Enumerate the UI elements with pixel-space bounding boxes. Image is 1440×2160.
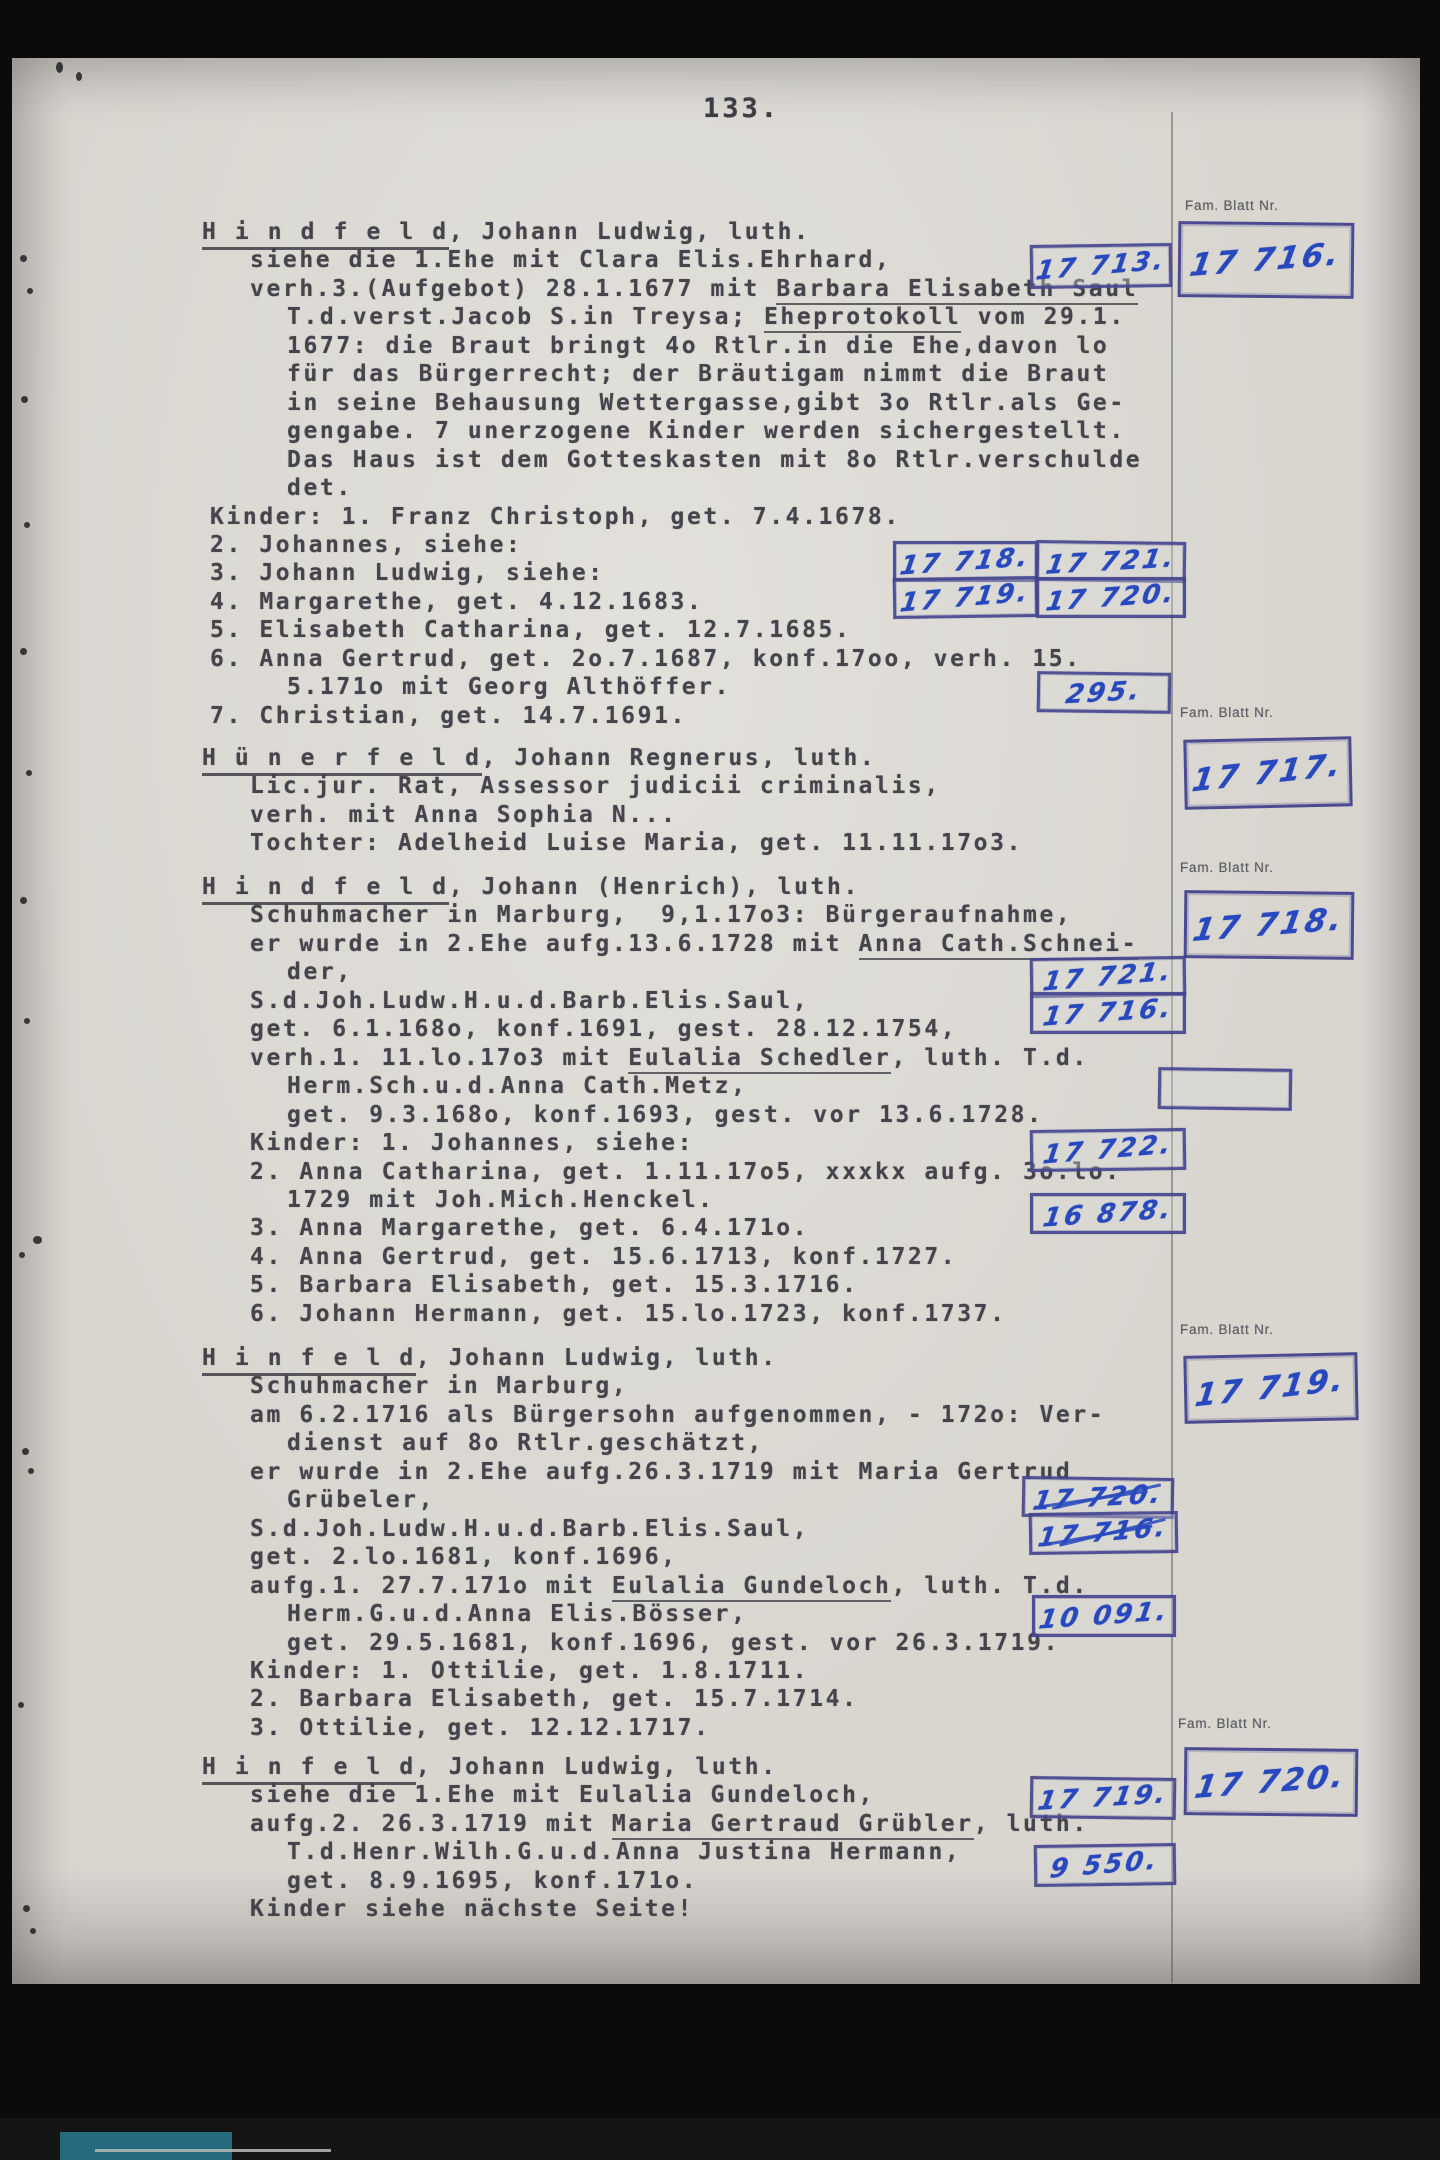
handwritten-number: 17 718. (898, 541, 1033, 582)
document-line: S.d.Joh.Ludw.H.u.d.Barb.Elis.Saul, (250, 987, 810, 1014)
scan-speck (20, 255, 27, 262)
underlined-name: H i n f e l d (202, 1345, 416, 1376)
scan-speck (28, 1468, 34, 1474)
scan-speck (26, 770, 32, 776)
document-line: 5. Elisabeth Catharina, get. 12.7.1685. (210, 617, 852, 644)
document-line: T.d.verst.Jacob S.in Treysa; Eheprotokoll vom 29.1. (287, 303, 1126, 331)
document-line: er wurde in 2.Ehe aufg.26.3.1719 mit Maria Gertrud (250, 1458, 1073, 1485)
document-line: S.d.Joh.Ludw.H.u.d.Barb.Elis.Saul, (250, 1515, 810, 1542)
reference-number-box (1029, 1511, 1179, 1555)
entry-heading: H i n f e l d, Johann Ludwig, luth. (202, 1753, 778, 1781)
underlined-name: Eheprotokoll (764, 304, 961, 333)
document-line: aufg.2. 26.3.1719 mit Maria Gertraud Grübler, luth. (250, 1810, 1089, 1838)
handwritten-number: 17 718. (1190, 900, 1348, 950)
document-line: get. 9.3.168o, konf.1693, gest. vor 13.6.1728. (287, 1101, 1044, 1128)
fam-blatt-nr-label: Fam. Blatt Nr. (1180, 1322, 1274, 1337)
document-line: siehe die 1.Ehe mit Eulalia Gundeloch, (250, 1782, 875, 1809)
document-line: in seine Behausung Wettergasse,gibt 3o Rtlr.als Ge- (287, 389, 1126, 416)
document-line: det. (287, 475, 353, 502)
handwritten-number: 17 721. (1043, 542, 1179, 581)
scan-artifact-line (95, 2149, 331, 2152)
document-line: 4. Anna Gertrud, get. 15.6.1713, konf.1727. (250, 1243, 958, 1270)
document-line: Kinder: 1. Ottilie, get. 1.8.1711. (250, 1657, 810, 1684)
document-line: verh. mit Anna Sophia N... (250, 801, 678, 828)
handwritten-number: 17 721. (1040, 956, 1176, 998)
document-line: Kinder: 1. Johannes, siehe: (250, 1130, 695, 1157)
handwritten-number: 17 720. (1192, 1757, 1350, 1807)
reference-number-box (1030, 1128, 1187, 1172)
handwritten-number: 17 716. (1040, 993, 1176, 1033)
handwritten-number: 17 719. (898, 576, 1033, 619)
underlined-name: Maria Gertraud Grübler (612, 1811, 974, 1840)
document-line: Herm.G.u.d.Anna Elis.Bösser, (287, 1601, 748, 1628)
reference-number-box (1030, 992, 1186, 1034)
handwritten-number: 17 716. (1187, 235, 1345, 285)
underlined-name: Anna Cath.Schnei- (859, 931, 1139, 960)
reference-number-box (1030, 1776, 1177, 1820)
page-number: 133. (703, 93, 781, 124)
fam-blatt-nr-box (1184, 1747, 1359, 1817)
scan-speck (18, 1702, 24, 1708)
document-line: 6. Anna Gertrud, get. 2o.7.1687, konf.17oo, verh. 15. (210, 645, 1082, 672)
document-line: gengabe. 7 unerzogene Kinder werden sichergestellt. (287, 418, 1126, 445)
underlined-name: H i n d f e l d (202, 219, 449, 250)
underlined-name: H i n f e l d (202, 1754, 416, 1785)
scan-speck (20, 897, 27, 904)
document-line: 4. Margarethe, get. 4.12.1683. (210, 588, 704, 615)
scan-speck (24, 1018, 30, 1024)
scan-speck (27, 288, 33, 294)
scan-speck (56, 62, 63, 73)
underlined-name: H ü n e r f e l d (202, 745, 482, 776)
empty-reference-box (1158, 1067, 1293, 1111)
document-line: 5.171o mit Georg Althöffer. (287, 674, 732, 701)
handwritten-number: 17 719. (1193, 1361, 1349, 1415)
handwritten-number: 17 720. (1043, 577, 1179, 618)
handwritten-number: 17 716. (1036, 1512, 1171, 1554)
document-line: Grübeler, (287, 1487, 436, 1514)
document-line: get. 29.5.1681, konf.1696, gest. vor 26.3.1719. (287, 1629, 1061, 1656)
fam-blatt-nr-label: Fam. Blatt Nr. (1180, 860, 1274, 875)
document-line: 5. Barbara Elisabeth, get. 15.3.1716. (250, 1272, 859, 1299)
fam-blatt-nr-label: Fam. Blatt Nr. (1178, 1716, 1272, 1731)
fam-blatt-nr-box (1184, 890, 1355, 960)
reference-number-box (1032, 1595, 1176, 1637)
document-line: 2. Anna Catharina, get. 1.11.17o5, xxxkx aufg. 3o.lo. (250, 1158, 1122, 1185)
handwritten-number: 295. (1063, 675, 1145, 710)
handwritten-number: 17 720. (1030, 1478, 1166, 1517)
handwritten-number: 16 878. (1040, 1193, 1176, 1234)
document-line: 6. Johann Hermann, get. 15.lo.1723, konf.1737. (250, 1300, 1007, 1327)
entry-heading: H i n d f e l d, Johann (Henrich), luth. (202, 873, 860, 901)
document-line: verh.1. 11.lo.17o3 mit Eulalia Schedler, luth. T.d. (250, 1044, 1089, 1072)
struck-number-wrap (1032, 1514, 1175, 1552)
document-line: Herm.Sch.u.d.Anna Cath.Metz, (287, 1073, 748, 1100)
document-line: get. 2.lo.1681, konf.1696, (250, 1544, 678, 1571)
document-line: Tochter: Adelheid Luise Maria, get. 11.11.17o3. (250, 830, 1024, 857)
reference-number-box (1034, 1843, 1177, 1887)
document-line: 2. Barbara Elisabeth, get. 15.7.1714. (250, 1686, 859, 1713)
fam-blatt-nr-box (1183, 736, 1352, 810)
scan-speck (19, 1252, 25, 1258)
document-line: get. 6.1.168o, konf.1691, gest. 28.12.1754, (250, 1016, 958, 1043)
scan-speck (33, 1236, 42, 1244)
reference-number-box (1030, 243, 1173, 289)
entry-heading: H i n d f e l d, Johann Ludwig, luth. (202, 218, 811, 246)
document-line: 7. Christian, get. 14.7.1691. (210, 702, 687, 729)
document-line: Lic.jur. Rat, Assessor judicii criminalis, (250, 773, 941, 800)
handwritten-number: 10 091. (1036, 1596, 1172, 1636)
margin-vertical-rule (1171, 112, 1173, 1983)
handwritten-number: 9 550. (1048, 1845, 1162, 1885)
document-line: 1677: die Braut bringt 4o Rtlr.in die Ehe,davon lo (287, 332, 1110, 359)
document-line: 3. Anna Margarethe, get. 6.4.171o. (250, 1215, 810, 1242)
underlined-name: Eulalia Gundeloch (612, 1573, 892, 1602)
scan-speck (20, 648, 27, 655)
document-line: 1729 mit Joh.Mich.Henckel. (287, 1186, 715, 1213)
document-line: dienst auf 8o Rtlr.geschätzt, (287, 1430, 764, 1457)
fam-blatt-nr-box (1178, 221, 1355, 299)
underlined-name: Eulalia Schedler (628, 1045, 891, 1074)
reference-number-box (1030, 1193, 1186, 1234)
reference-number-box (1036, 577, 1186, 618)
reference-number-box (893, 576, 1039, 619)
fam-blatt-nr-label: Fam. Blatt Nr. (1180, 705, 1274, 720)
scan-speck (30, 1928, 36, 1934)
document-line: 2. Johannes, siehe: (210, 531, 523, 558)
document-line: 3. Johann Ludwig, siehe: (210, 560, 605, 587)
entry-heading: H ü n e r f e l d, Johann Regnerus, luth. (202, 744, 876, 772)
fam-blatt-nr-box (1183, 1352, 1358, 1424)
underlined-name: Barbara Elisabeth Saul (776, 276, 1138, 305)
document-line: er wurde in 2.Ehe aufg.13.6.1728 mit Anna Cath.Schnei- (250, 930, 1138, 958)
handwritten-number: 17 717. (1190, 746, 1346, 800)
document-line: für das Bürgerrecht; der Bräutigam nimmt die Braut (287, 361, 1110, 388)
reference-number-box (1037, 671, 1172, 714)
scan-speck (76, 72, 82, 81)
document-line: verh.3.(Aufgebot) 28.1.1677 mit Barbara Elisabeth Saul (250, 275, 1138, 303)
document-line: am 6.2.1716 als Bürgersohn aufgenommen, - 172o: Ver- (250, 1401, 1106, 1428)
document-line: Schuhmacher in Marburg, 9,1.17o3: Bürgeraufnahme, (250, 902, 1073, 929)
handwritten-number: 17 713. (1033, 245, 1169, 287)
scan-speck (21, 396, 28, 403)
underlined-name: H i n d f e l d (202, 874, 449, 905)
fam-blatt-nr-label: Fam. Blatt Nr. (1185, 198, 1279, 213)
document-line: Das Haus ist dem Gotteskasten mit 8o Rtlr.verschulde (287, 446, 1143, 473)
handwritten-number: 17 722. (1040, 1129, 1176, 1171)
document-line: aufg.1. 27.7.171o mit Eulalia Gundeloch, luth. T.d. (250, 1572, 1089, 1600)
document-line: Kinder: 1. Franz Christoph, get. 7.4.1678. (210, 503, 901, 530)
document-line: siehe die 1.Ehe mit Clara Elis.Ehrhard, (250, 247, 892, 274)
document-line: Schuhmacher in Marburg, (250, 1373, 629, 1400)
document-line: 3. Ottilie, get. 12.12.1717. (250, 1714, 711, 1741)
document-line: Kinder siehe nächste Seite! (250, 1896, 695, 1923)
entry-heading: H i n f e l d, Johann Ludwig, luth. (202, 1344, 778, 1372)
scan-artifact-teal-block (60, 2132, 232, 2160)
handwritten-number: 17 719. (1035, 1779, 1171, 1817)
document-line: get. 8.9.1695, konf.171o. (287, 1867, 699, 1894)
scan-speck (24, 522, 30, 528)
scan-speck (23, 1905, 30, 1912)
document-line: T.d.Henr.Wilh.G.u.d.Anna Justina Hermann, (287, 1839, 962, 1866)
scan-speck (22, 1448, 29, 1455)
document-line: der, (287, 959, 353, 986)
